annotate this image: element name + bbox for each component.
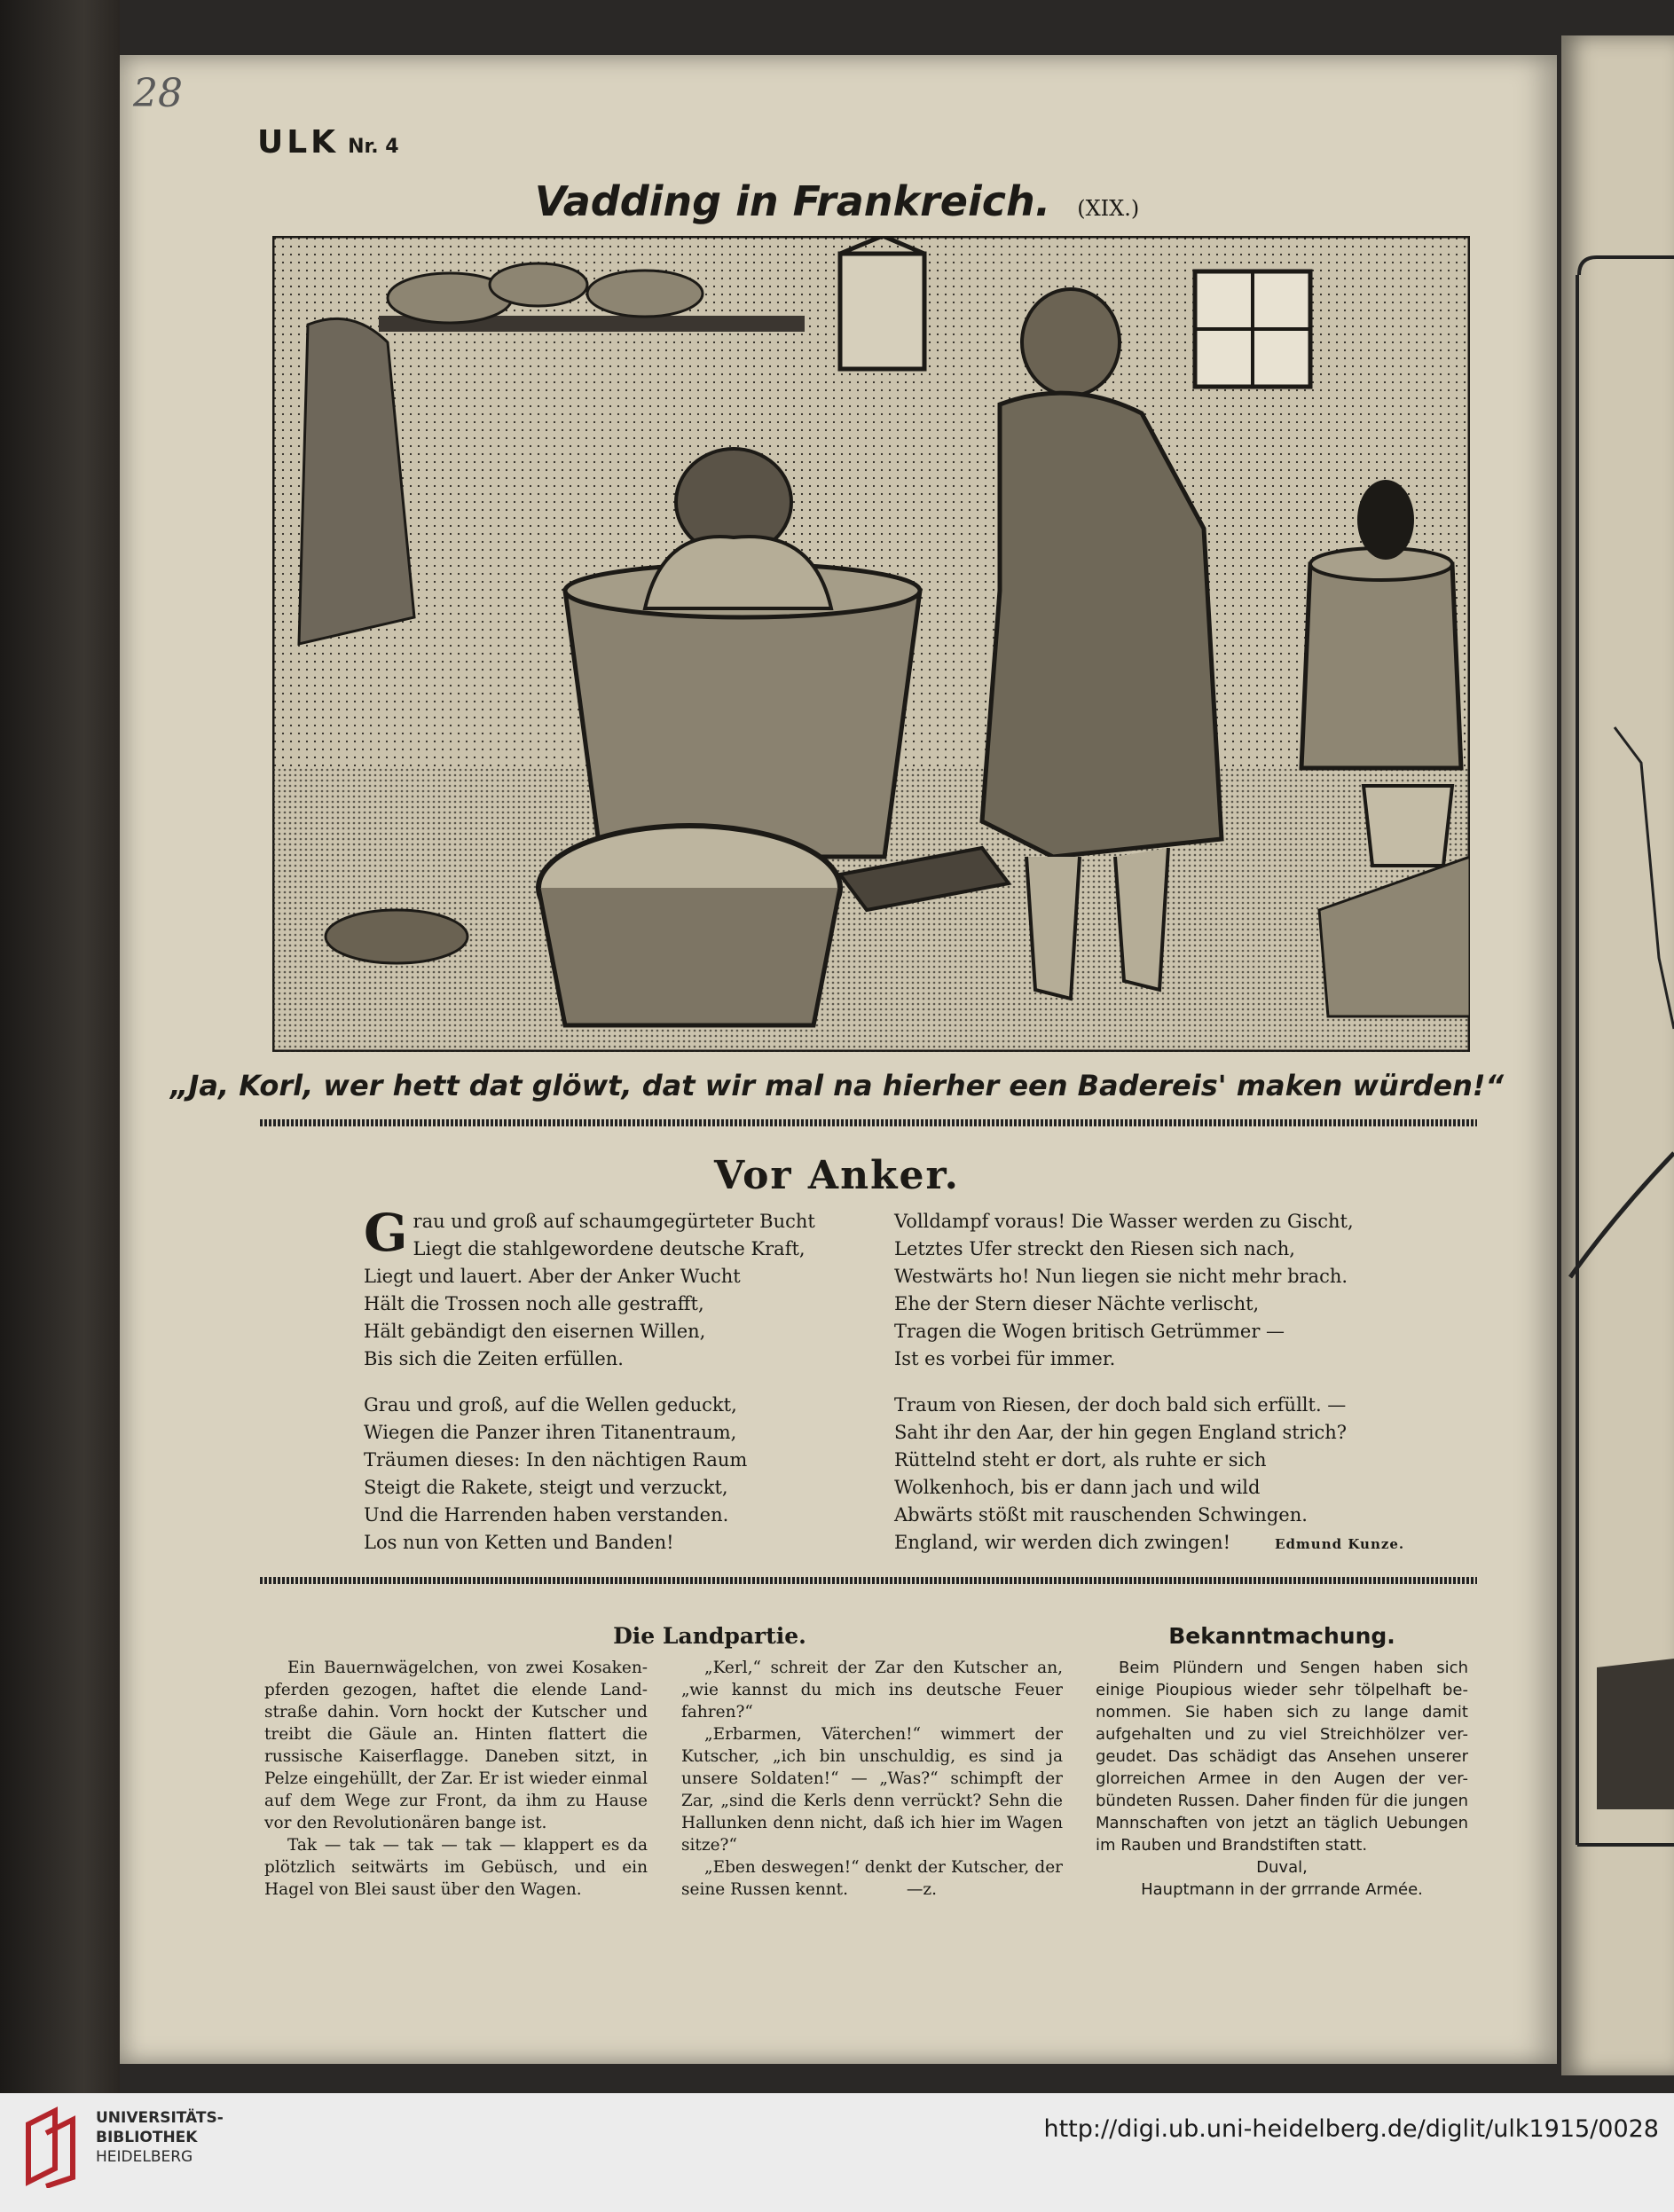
masthead-title: ULK (257, 124, 340, 161)
poem-line: Westwärts ho! Nun liegen sie nicht mehr brach. (894, 1266, 1348, 1287)
poem-line: Grau und groß auf schaumgegürteter Bucht (364, 1203, 815, 1263)
cartoon-drawing (272, 236, 1470, 1052)
poem-left-column (364, 1203, 861, 1575)
poem-last-line: England, wir werden dich zwingen! (894, 1532, 1231, 1553)
cartoon-title: Vadding in Frankreich. (534, 177, 1051, 225)
poem-line: Bis sich die Zeiten erfüllen. (364, 1348, 624, 1369)
cartoon-illustration (272, 236, 1470, 1052)
poem-line: Liegt die stahlgewordene deutsche Kraft, (413, 1238, 806, 1259)
divider-rule (260, 1119, 1477, 1126)
library-name-line-2: BIBLIOTHEK (96, 2129, 198, 2146)
poem-line: Träumen dieses: In den nächtigen Raum (364, 1449, 748, 1471)
poem-stanza (364, 1392, 861, 1557)
series-number: (XIX.) (1077, 196, 1140, 221)
poem-stanza (364, 1203, 861, 1373)
divider-rule (260, 1577, 1477, 1584)
poem-stanza (894, 1208, 1444, 1373)
masthead (257, 124, 399, 161)
poem-line: Letztes Ufer streckt den Riesen sich nach, (894, 1238, 1295, 1259)
notice-text: Beim Plündern und Sengen haben sich einige Pioupious wieder sehr tölpelhaft be-nommen. Sie haben sich zu lange damit aufgehalten und zu viel Streichhölzer ver-geudet. Das schädigt das Ansehen unserer glorreichen Armee in den Augen der ver-bündeten Russen. Daher finden für die jungen Mannschaften von jetzt an täglich Uebungen im Rauben und Brandstiften statt. (1096, 1659, 1468, 1855)
poem-line: Liegt und lauert. Aber der Anker Wucht (364, 1266, 741, 1287)
paragraph: „Erbarmen, Väterchen!“ wimmert der Kutscher, „ich bin unschuldig, es sind ja unsere Soldaten!“ — „Was?“ schimpft der Zar, „sind die Kerls denn verrückt? Sehn die Hallunken denn nicht, daß ich hier im Wagen sitze?“ (681, 1725, 1063, 1855)
handwritten-page-number: 28 (133, 71, 183, 116)
poem-line: Traum von Riesen, der doch bald sich erfüllt. — (894, 1394, 1347, 1416)
poem-line: Steigt die Rakete, steigt und verzuckt, (364, 1477, 728, 1498)
poem-line: Rüttelnd steht er dort, als ruhte er sich (894, 1449, 1267, 1471)
poem-line: Und die Harrenden haben verstanden. (364, 1504, 729, 1526)
landpartie-column-1 (264, 1657, 648, 1901)
notice-body (1096, 1657, 1468, 1901)
poem-line: Los nun von Ketten und Banden! (364, 1532, 674, 1553)
poem-line: Saht ihr den Aar, der hin gegen England strich? (894, 1422, 1347, 1443)
poem-line: Volldampf voraus! Die Wasser werden zu Gischt, (894, 1211, 1354, 1232)
notice-signature-name: Duval, (1256, 1858, 1308, 1877)
paragraph: „Kerl,“ schreit der Zar den Kutscher an, „wie kannst du mich ins deutsche Feuer fahren?“ (681, 1659, 1063, 1722)
poem-stanza (894, 1392, 1444, 1558)
library-logo-icon (20, 2106, 89, 2188)
landpartie-title: Die Landpartie. (613, 1623, 806, 1649)
paragraph: Ein Bauernwägelchen, von zwei Kosaken-pferden gezogen, haftet die elende Land-straße dahin. Vorn hockt der Kutscher und treibt die Gäule an. Hinten flattert die russische Kaiserflagge. Daneben sitzt, in Pelze eingehüllt, der Zar. Er ist wieder einmal auf dem Wege zur Front, da ihm zu Hause vor den Revolutionären bange ist. (264, 1659, 648, 1832)
cartoon-title-line (0, 177, 1674, 225)
landpartie-column-2 (681, 1657, 1063, 1901)
paragraph: Tak — tak — tak — tak — klappert es da plötzlich seitwärts im Gebüsch, und ein Hagel von Blei saust über den Wagen. (264, 1836, 648, 1899)
source-url-link[interactable]: http://digi.ub.uni-heidelberg.de/diglit/ulk1915/0028 (1043, 2115, 1659, 2143)
footer-bar (0, 2093, 1674, 2212)
poem-author: Edmund Kunze. (1275, 1536, 1405, 1552)
poem-title: Vor Anker. (713, 1153, 961, 1198)
drop-cap: G (364, 1203, 408, 1263)
adjacent-page (1561, 35, 1674, 2075)
notice-signature-title: Hauptmann in der grrrande Armée. (1141, 1880, 1423, 1899)
paragraph: „Eben deswegen!“ denkt der Kutscher, der seine Russen kennt. —z. (681, 1858, 1063, 1899)
poem-right-column (894, 1208, 1444, 1577)
poem-line: Hält gebändigt den eisernen Willen, (364, 1321, 706, 1342)
library-name-line-1: UNIVERSITÄTS- (96, 2109, 224, 2127)
notice-title: Bekanntmachung. (1168, 1623, 1395, 1649)
library-name-line-3: HEIDELBERG (96, 2148, 193, 2166)
library-name (96, 2108, 224, 2167)
poem-line: Wolkenhoch, bis er dann jach und wild (894, 1477, 1261, 1498)
poem-line (894, 1529, 1444, 1558)
poem-line: Abwärts stößt mit rauschenden Schwingen. (894, 1504, 1308, 1526)
cartoon-caption: „Ja, Korl, wer hett dat glöwt, dat wir mal na hierher een Badereis' maken würden!“ (169, 1069, 1505, 1102)
poem-line: Hält die Trossen noch alle gestrafft, (364, 1293, 704, 1314)
issue-number: Nr. 4 (348, 136, 399, 158)
poem-line: Grau und groß, auf die Wellen geduckt, (364, 1394, 737, 1416)
poem-line: Ehe der Stern dieser Nächte verlischt, (894, 1293, 1260, 1314)
poem-line: Wiegen die Panzer ihren Titanentraum, (364, 1422, 737, 1443)
poem-line: Tragen die Wogen britisch Getrümmer — (894, 1321, 1285, 1342)
poem-line: Ist es vorbei für immer. (894, 1348, 1116, 1369)
book-binding (0, 0, 120, 2093)
landpartie-signature: —z. (906, 1880, 938, 1899)
adjacent-page-sketch (1561, 35, 1674, 2075)
